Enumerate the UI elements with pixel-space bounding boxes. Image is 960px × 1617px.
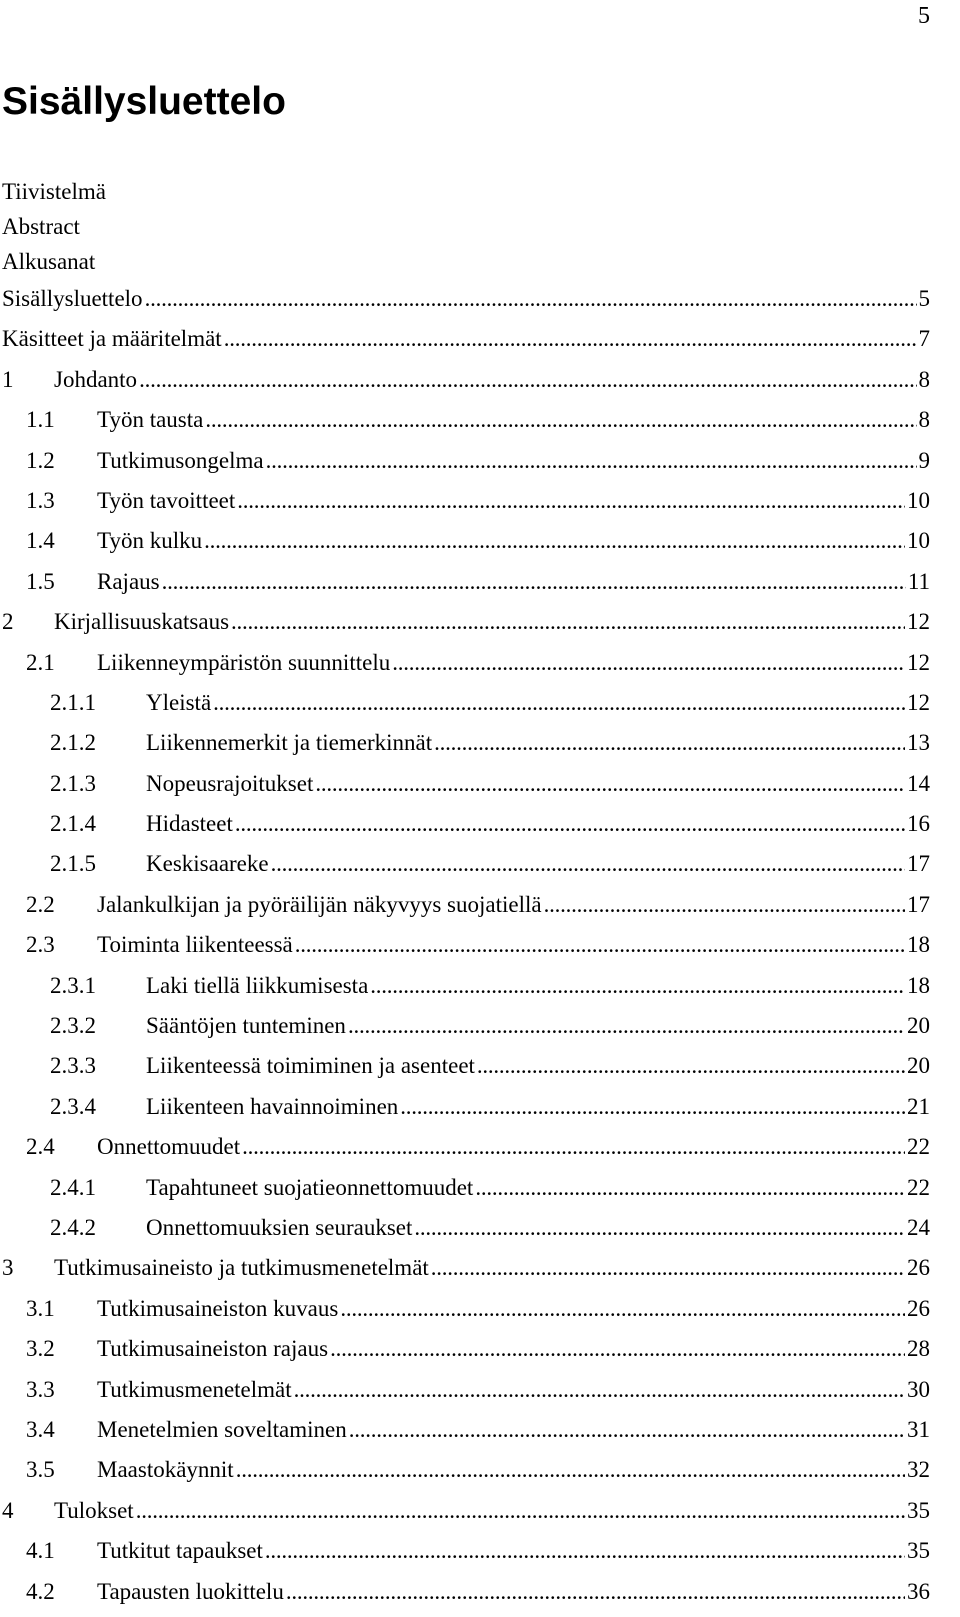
toc-entry-label: Tutkimusaineiston kuvaus bbox=[97, 1295, 339, 1321]
dot-leader bbox=[370, 966, 905, 1006]
toc-entry-page: 18 bbox=[907, 972, 930, 998]
toc-entry-number: 1.4 bbox=[26, 528, 55, 554]
toc-entry-page: 10 bbox=[907, 528, 930, 554]
toc-entry[interactable] bbox=[0, 1087, 960, 1127]
toc-entry[interactable] bbox=[0, 1329, 960, 1369]
dot-leader bbox=[414, 1208, 905, 1248]
toc-entry-number: 1.3 bbox=[26, 487, 55, 513]
toc-entry-number: 2.3.1 bbox=[50, 972, 96, 998]
toc-entry-label: Onnettomuuksien seuraukset bbox=[146, 1214, 413, 1240]
toc-entry-label: Rajaus bbox=[97, 568, 160, 594]
dot-leader bbox=[237, 481, 905, 521]
dot-leader bbox=[431, 1248, 905, 1288]
toc-entry-page: 36 bbox=[907, 1578, 930, 1604]
toc-entry[interactable] bbox=[0, 804, 960, 844]
front-matter-item[interactable] bbox=[0, 244, 960, 279]
toc-entry-page: 26 bbox=[907, 1295, 930, 1321]
toc-entry-label: Maastokäynnit bbox=[97, 1457, 234, 1483]
toc-entry[interactable] bbox=[0, 279, 960, 319]
toc-entry[interactable] bbox=[0, 764, 960, 804]
toc-entry-page: 26 bbox=[907, 1255, 930, 1281]
toc-entry-label: Kirjallisuuskatsaus bbox=[54, 609, 230, 635]
dot-leader bbox=[224, 319, 917, 359]
toc-entry-number: 4.2 bbox=[26, 1578, 55, 1604]
toc-entry-label: Tutkimusaineiston rajaus bbox=[97, 1336, 329, 1362]
toc-entry-label: Liikenteessä toimiminen ja asenteet bbox=[146, 1053, 475, 1079]
toc-entry[interactable] bbox=[0, 481, 960, 521]
toc-entry-page: 12 bbox=[907, 609, 930, 635]
toc-entry-number: 3.1 bbox=[26, 1295, 55, 1321]
toc-entry-number: 2 bbox=[2, 609, 14, 635]
toc-entry-page: 9 bbox=[918, 447, 930, 473]
toc-entry[interactable] bbox=[0, 1127, 960, 1167]
toc-entry-label: Tutkitut tapaukset bbox=[97, 1538, 263, 1564]
toc-entry-label: Tutkimusaineisto ja tutkimusmenetelmät bbox=[54, 1255, 429, 1281]
dot-leader bbox=[204, 521, 905, 561]
toc-entry-page: 5 bbox=[918, 286, 930, 311]
toc-entry-label: Tapahtuneet suojatieonnettomuudet bbox=[146, 1174, 474, 1200]
dot-leader bbox=[145, 279, 917, 319]
toc-entry-number: 2.3 bbox=[26, 932, 55, 958]
toc-entry[interactable] bbox=[0, 643, 960, 683]
toc-entry-number: 2.2 bbox=[26, 891, 55, 917]
dot-leader bbox=[265, 1531, 905, 1571]
front-matter-list bbox=[0, 174, 960, 279]
toc-entry-label: Toiminta liikenteessä bbox=[97, 932, 293, 958]
toc-entry-number: 4 bbox=[2, 1497, 14, 1523]
toc-entry-label: Tutkimusongelma bbox=[97, 447, 264, 473]
toc-entry-page: 30 bbox=[907, 1376, 930, 1402]
toc-entry-page: 8 bbox=[918, 366, 930, 392]
dot-leader bbox=[136, 1491, 905, 1531]
toc-entry-number: 4.1 bbox=[26, 1538, 55, 1564]
toc-entry[interactable] bbox=[0, 1370, 960, 1410]
toc-entry[interactable] bbox=[0, 1046, 960, 1086]
toc-entry[interactable] bbox=[0, 925, 960, 965]
dot-leader bbox=[235, 804, 905, 844]
toc-entry-number: 1 bbox=[2, 366, 14, 392]
toc-entry[interactable] bbox=[0, 1410, 960, 1450]
dot-leader bbox=[330, 1329, 905, 1369]
table-of-contents bbox=[0, 174, 960, 1612]
toc-entry-page: 21 bbox=[907, 1093, 930, 1119]
dot-leader bbox=[295, 925, 905, 965]
toc-entry-number: 3 bbox=[2, 1255, 14, 1281]
toc-entry-label: Yleistä bbox=[146, 689, 212, 715]
toc-entry-number: 2.1.2 bbox=[50, 730, 96, 756]
toc-entry-page: 11 bbox=[907, 568, 930, 594]
toc-entry-label: Liikenteen havainnoiminen bbox=[146, 1093, 399, 1119]
toc-entry-number: 2.3.3 bbox=[50, 1053, 96, 1079]
toc-entry[interactable] bbox=[0, 1450, 960, 1490]
dot-leader bbox=[475, 1168, 905, 1208]
toc-entry-page: 32 bbox=[907, 1457, 930, 1483]
dot-leader bbox=[286, 1572, 905, 1612]
toc-entry-label: Sisällysluettelo bbox=[2, 286, 143, 311]
toc-entry-label: Sääntöjen tunteminen bbox=[146, 1013, 346, 1039]
toc-entry[interactable] bbox=[0, 966, 960, 1006]
toc-entry-label: Käsitteet ja määritelmät bbox=[2, 326, 222, 352]
toc-entry-number: 3.3 bbox=[26, 1376, 55, 1402]
toc-entry-page: 13 bbox=[907, 730, 930, 756]
toc-entry-number: 2.1 bbox=[26, 649, 55, 675]
toc-entry-number: 2.4.2 bbox=[50, 1214, 96, 1240]
dot-leader bbox=[139, 360, 916, 400]
toc-entry-label: Työn tausta bbox=[97, 407, 204, 433]
toc-entry-page: 20 bbox=[907, 1013, 930, 1039]
dot-leader bbox=[162, 562, 906, 602]
dot-leader bbox=[340, 1289, 905, 1329]
toc-entry[interactable] bbox=[0, 1006, 960, 1046]
toc-entry-page: 35 bbox=[907, 1538, 930, 1564]
toc-entry-number: 3.4 bbox=[26, 1416, 55, 1442]
page-title: Sisällysluettelo bbox=[2, 80, 286, 123]
toc-entry-page: 28 bbox=[907, 1336, 930, 1362]
toc-entry-page: 22 bbox=[907, 1174, 930, 1200]
toc-entry-number: 2.1.5 bbox=[50, 851, 96, 877]
dot-leader bbox=[349, 1410, 905, 1450]
toc-entry-page: 12 bbox=[907, 649, 930, 675]
toc-entry-number: 2.1.4 bbox=[50, 811, 96, 837]
toc-entry-page: 20 bbox=[907, 1053, 930, 1079]
toc-entry-page: 16 bbox=[907, 811, 930, 837]
toc-entry-label: Hidasteet bbox=[146, 811, 233, 837]
toc-entry[interactable] bbox=[0, 400, 960, 440]
toc-entry[interactable] bbox=[0, 1572, 960, 1612]
toc-entry-number: 1.1 bbox=[26, 407, 55, 433]
toc-entry-label: Laki tiellä liikkumisesta bbox=[146, 972, 369, 998]
toc-entry[interactable] bbox=[0, 1168, 960, 1208]
toc-entry[interactable] bbox=[0, 1491, 960, 1531]
toc-entry[interactable] bbox=[0, 562, 960, 602]
toc-entry-number: 3.5 bbox=[26, 1457, 55, 1483]
toc-entry-page: 17 bbox=[907, 851, 930, 877]
dot-leader bbox=[266, 441, 917, 481]
toc-entry-number: 1.5 bbox=[26, 568, 55, 594]
toc-entry[interactable] bbox=[0, 723, 960, 763]
toc-entry-label: Liikenneympäristön suunnittelu bbox=[97, 649, 391, 675]
toc-entries-list bbox=[0, 279, 960, 1612]
front-matter-label: Abstract bbox=[2, 214, 80, 239]
toc-entry-page: 10 bbox=[907, 487, 930, 513]
toc-entry-number: 1.2 bbox=[26, 447, 55, 473]
toc-entry[interactable] bbox=[0, 1289, 960, 1329]
toc-entry-page: 17 bbox=[907, 891, 930, 917]
toc-entry-label: Menetelmien soveltaminen bbox=[97, 1416, 347, 1442]
toc-entry-number: 2.1.3 bbox=[50, 770, 96, 796]
toc-entry-label: Tapausten luokittelu bbox=[97, 1578, 284, 1604]
dot-leader bbox=[213, 683, 905, 723]
toc-entry-page: 31 bbox=[907, 1416, 930, 1442]
toc-entry-number: 2.4.1 bbox=[50, 1174, 96, 1200]
toc-entry[interactable] bbox=[0, 360, 960, 400]
toc-entry-page: 24 bbox=[907, 1214, 930, 1240]
toc-entry[interactable] bbox=[0, 602, 960, 642]
toc-entry-page: 7 bbox=[918, 326, 930, 352]
toc-entry[interactable] bbox=[0, 1208, 960, 1248]
toc-entry-label: Keskisaareke bbox=[146, 851, 269, 877]
toc-entry-page: 12 bbox=[907, 689, 930, 715]
toc-entry[interactable] bbox=[0, 683, 960, 723]
toc-entry-page: 35 bbox=[907, 1497, 930, 1523]
front-matter-label: Alkusanat bbox=[2, 249, 96, 274]
toc-entry-label: Jalankulkijan ja pyöräilijän näkyvyys suojatiellä bbox=[97, 891, 542, 917]
toc-entry-label: Onnettomuudet bbox=[97, 1134, 241, 1160]
front-matter-item[interactable] bbox=[0, 209, 960, 244]
toc-entry-page: 8 bbox=[918, 407, 930, 433]
toc-entry-label: Työn tavoitteet bbox=[97, 487, 236, 513]
dot-leader bbox=[400, 1087, 905, 1127]
toc-entry[interactable] bbox=[0, 319, 960, 359]
toc-entry-label: Tulokset bbox=[54, 1497, 134, 1523]
toc-entry-page: 18 bbox=[907, 932, 930, 958]
toc-entry[interactable] bbox=[0, 1248, 960, 1288]
front-matter-item[interactable] bbox=[0, 174, 960, 209]
dot-leader bbox=[544, 885, 905, 925]
dot-leader bbox=[315, 764, 905, 804]
dot-leader bbox=[434, 723, 905, 763]
toc-entry-label: Liikennemerkit ja tiemerkinnät bbox=[146, 730, 433, 756]
toc-entry-number: 2.3.4 bbox=[50, 1093, 96, 1119]
dot-leader bbox=[271, 844, 905, 884]
toc-entry-number: 2.1.1 bbox=[50, 689, 96, 715]
toc-entry-number: 3.2 bbox=[26, 1336, 55, 1362]
toc-entry-label: Johdanto bbox=[54, 366, 138, 392]
toc-entry-number: 2.3.2 bbox=[50, 1013, 96, 1039]
toc-entry[interactable] bbox=[0, 1531, 960, 1571]
front-matter-label: Tiivistelmä bbox=[2, 179, 106, 204]
dot-leader bbox=[294, 1370, 905, 1410]
toc-entry[interactable] bbox=[0, 521, 960, 561]
toc-entry[interactable] bbox=[0, 885, 960, 925]
dot-leader bbox=[242, 1127, 905, 1167]
dot-leader bbox=[231, 602, 905, 642]
toc-entry-label: Työn kulku bbox=[97, 528, 203, 554]
dot-leader bbox=[392, 643, 905, 683]
toc-entry-page: 14 bbox=[907, 770, 930, 796]
dot-leader bbox=[348, 1006, 905, 1046]
dot-leader bbox=[205, 400, 916, 440]
dot-leader bbox=[477, 1046, 905, 1086]
page-number: 5 bbox=[918, 3, 930, 29]
dot-leader bbox=[236, 1450, 905, 1490]
toc-entry-label: Tutkimusmenetelmät bbox=[97, 1376, 292, 1402]
toc-entry-number: 2.4 bbox=[26, 1134, 55, 1160]
toc-entry[interactable] bbox=[0, 441, 960, 481]
toc-entry[interactable] bbox=[0, 844, 960, 884]
toc-entry-page: 22 bbox=[907, 1134, 930, 1160]
toc-entry-label: Nopeusrajoitukset bbox=[146, 770, 314, 796]
